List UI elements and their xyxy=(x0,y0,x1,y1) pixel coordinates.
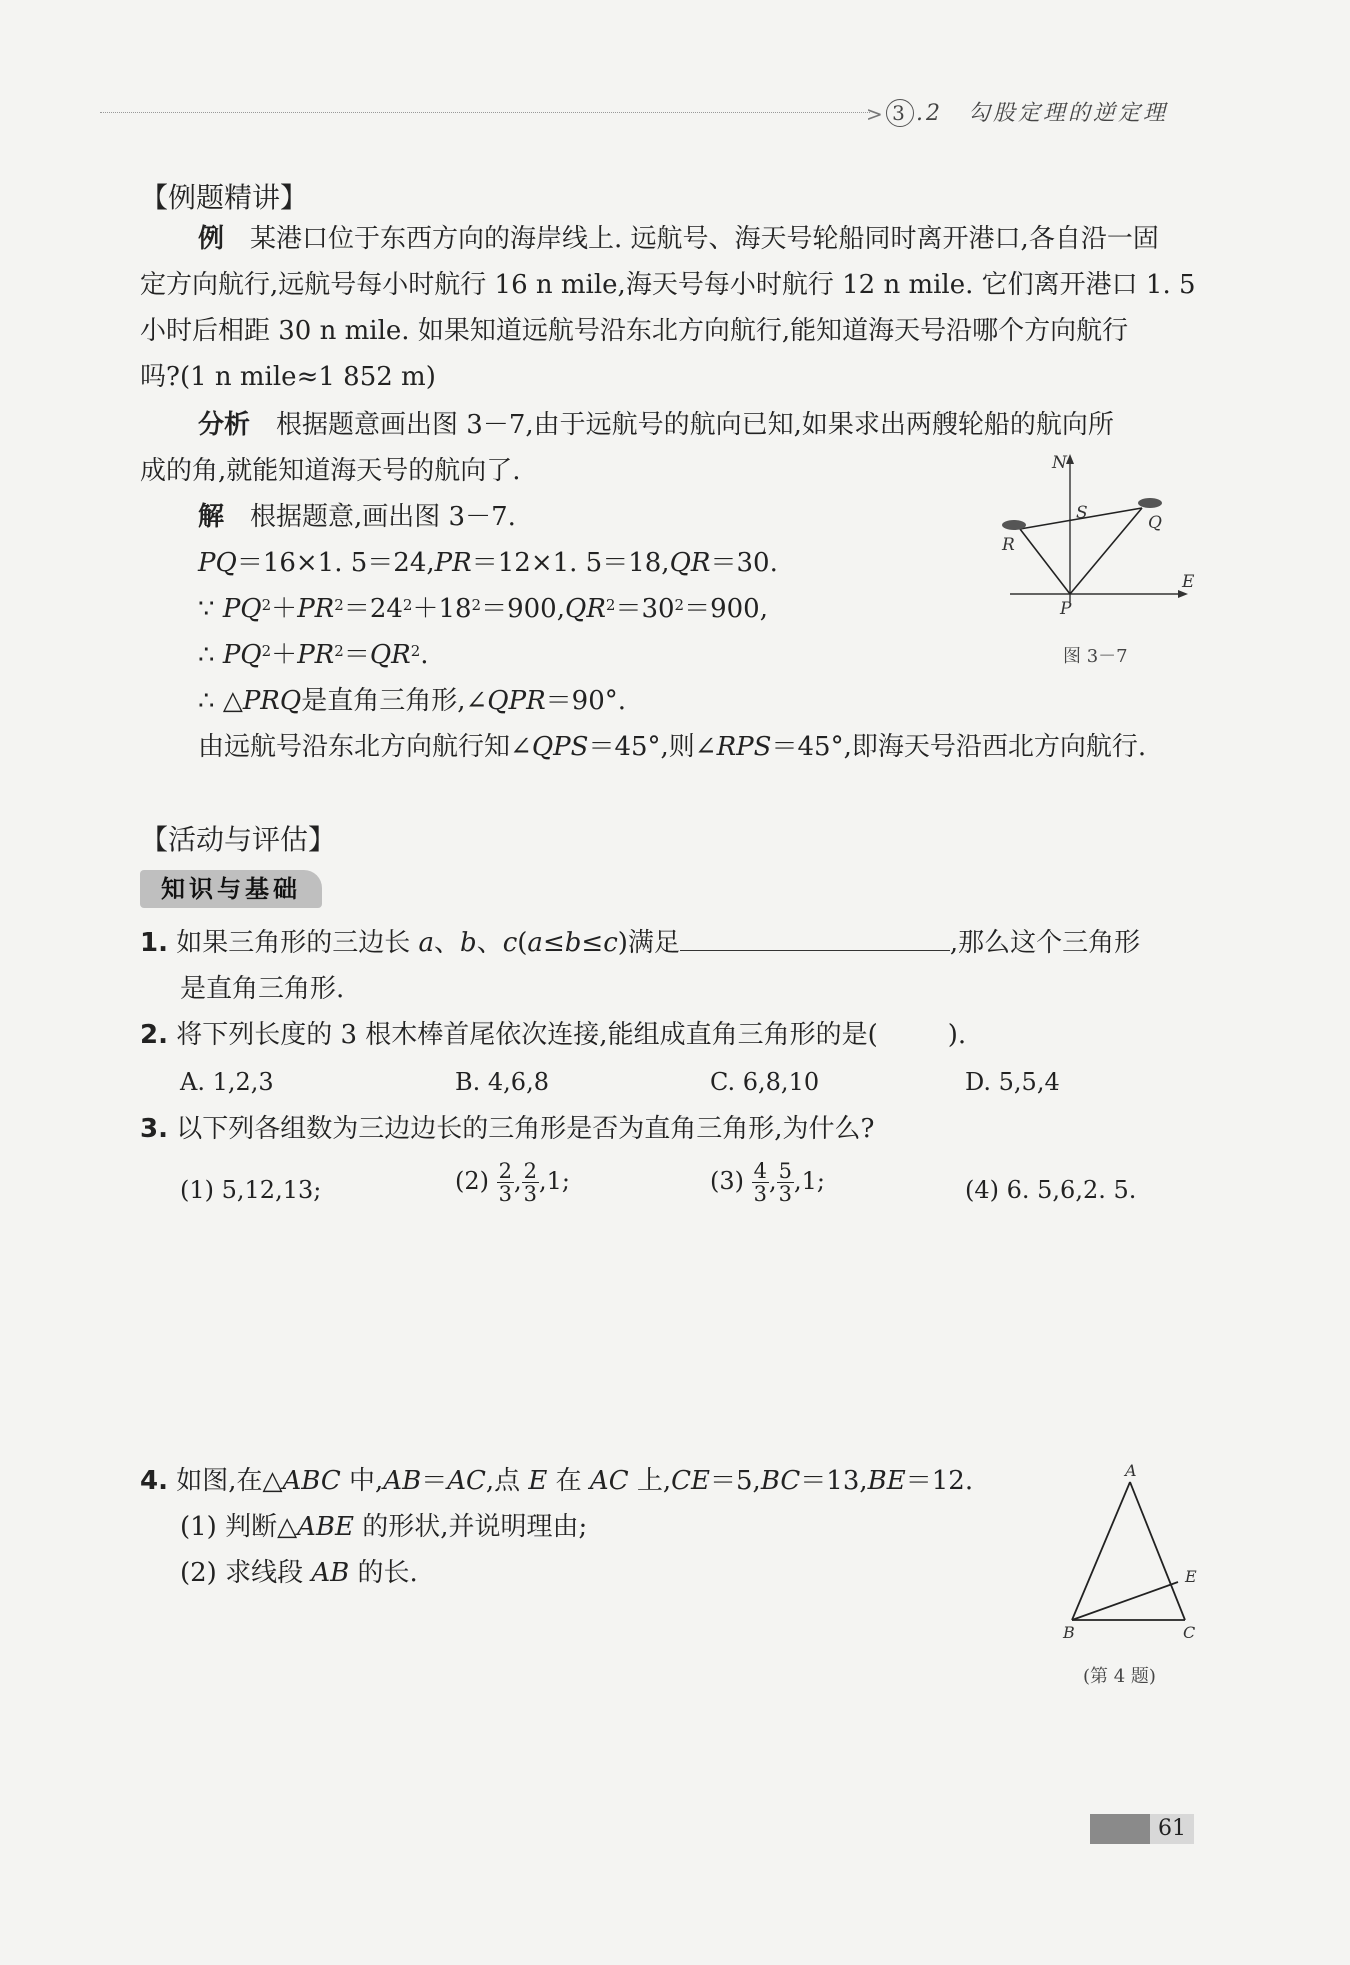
label-b: B xyxy=(1063,1623,1075,1640)
analysis-line-2: 成的角,就能知道海天号的航向了. xyxy=(140,456,521,486)
example-line-1: 例 某港口位于东西方向的海岸线上. 远航号、海天号轮船同时离开港口,各自沿一固 xyxy=(198,224,1159,254)
header-arrow: > xyxy=(866,102,883,126)
option-b[interactable]: B. 4,6,8 xyxy=(455,1068,549,1096)
example-line-4: 吗?(1 n mile≈1 852 m) xyxy=(140,362,436,392)
activity-heading: 【活动与评估】 xyxy=(140,823,337,856)
analysis-line-1: 分析 根据题意画出图 3－7,由于远航号的航向已知,如果求出两艘轮船的航向所 xyxy=(198,410,1114,440)
figure-3-7-caption: 图 3－7 xyxy=(1063,646,1128,667)
example-label: 例 xyxy=(198,224,225,254)
example-heading: 【例题精讲】 xyxy=(140,181,309,214)
solution-line-5: ∴ △PRQ是直角三角形,∠QPR＝90°. xyxy=(198,686,627,716)
q4-sub-1: (1) 判断△ABE 的形状,并说明理由; xyxy=(180,1512,588,1542)
solution-line-4: ∴ $PQ^2+PR^2=QR^2$. xyxy=(198,640,429,670)
chapter-number-circle: 3 xyxy=(886,99,914,127)
segment-ab xyxy=(1072,1482,1130,1620)
option-c[interactable]: C. 6,8,10 xyxy=(710,1068,820,1096)
north-arrow-icon xyxy=(1066,454,1074,464)
solution-line-3: ∵ $PQ^2+PR^2=24^2+18^2=900,QR^2=30^2=900$, xyxy=(198,594,768,624)
page-number-bar xyxy=(1090,1814,1150,1844)
q4-figure-caption: (第 4 题) xyxy=(1083,1666,1156,1687)
example-line-3: 小时后相距 30 n mile. 如果知道远航号沿东北方向航行,能知道海天号沿哪个方向航行 xyxy=(140,316,1129,346)
question-1-line-2: 是直角三角形. xyxy=(180,974,345,1004)
label-p: P xyxy=(1060,599,1072,619)
question-1-line-1: 1. 如果三角形的三边长 a、b、c(a≤b≤c)满足 ,那么这个三角形 xyxy=(140,920,1195,966)
figure-3-7 xyxy=(990,452,1200,622)
option-d[interactable]: D. 5,5,4 xyxy=(965,1068,1060,1096)
segment-pr xyxy=(1020,529,1070,594)
label-n: N xyxy=(1052,453,1067,473)
running-header xyxy=(886,96,1168,127)
q3-part-2: (2) $\frac{2}{3}$ , $\frac{2}{3}$ ,1; xyxy=(455,1159,570,1206)
q3-part-3: (3) $\frac{4}{3}$ , $\frac{5}{3}$ ,1; xyxy=(710,1159,825,1206)
q4-sub-2: (2) 求线段 AB 的长. xyxy=(180,1558,418,1588)
solution-line-1: 解 根据题意,画出图 3－7. xyxy=(198,502,516,532)
ship-q-icon xyxy=(1138,498,1162,508)
label-q: Q xyxy=(1148,513,1162,533)
section-title: .2 勾股定理的逆定理 xyxy=(916,101,1168,126)
q3-part-4: (4) 6. 5,6,2. 5. xyxy=(965,1176,1137,1204)
solution-line-2: PQ＝16×1. 5＝24,PR＝12×1. 5＝18,QR＝30. xyxy=(198,548,778,578)
segment-be xyxy=(1072,1582,1178,1620)
option-a[interactable]: A. 1,2,3 xyxy=(180,1068,274,1096)
figure-q4-triangle xyxy=(1055,1460,1215,1640)
header-dotted-rule xyxy=(100,112,870,113)
analysis-label: 分析 xyxy=(198,410,251,440)
label-e: E xyxy=(1185,1567,1197,1586)
label-e: E xyxy=(1182,572,1195,592)
question-3: 3. 以下列各组数为三边边长的三角形是否为直角三角形,为什么? xyxy=(140,1114,875,1144)
question-2: 2. 将下列长度的 3 根木棒首尾依次连接,能组成直角三角形的是( ). xyxy=(140,1020,967,1050)
label-c: C xyxy=(1183,1623,1196,1640)
label-r: R xyxy=(1002,535,1015,555)
segment-ac xyxy=(1130,1482,1185,1620)
example-line-2: 定方向航行,远航号每小时航行 16 n mile,海天号每小时航行 12 n mile. 它们离开港口 1. 5 xyxy=(140,270,1196,300)
ship-r-icon xyxy=(1002,520,1026,530)
page-number: 61 xyxy=(1150,1814,1194,1844)
label-a: A xyxy=(1125,1461,1137,1480)
solution-conclusion: 由远航号沿东北方向航行知∠QPS＝45°,则∠RPS＝45°,即海天号沿西北方向航行. xyxy=(198,732,1147,762)
answer-blank[interactable] xyxy=(680,924,950,951)
question-4: 4. 如图,在△ABC 中,AB＝AC,点 E 在 AC 上,CE＝5,BC＝13,BE＝12. xyxy=(140,1466,974,1496)
knowledge-basics-badge: 知识与基础 xyxy=(140,870,322,908)
q3-part-1: (1) 5,12,13; xyxy=(180,1176,322,1204)
label-s: S xyxy=(1076,503,1088,523)
solution-label: 解 xyxy=(198,502,225,532)
